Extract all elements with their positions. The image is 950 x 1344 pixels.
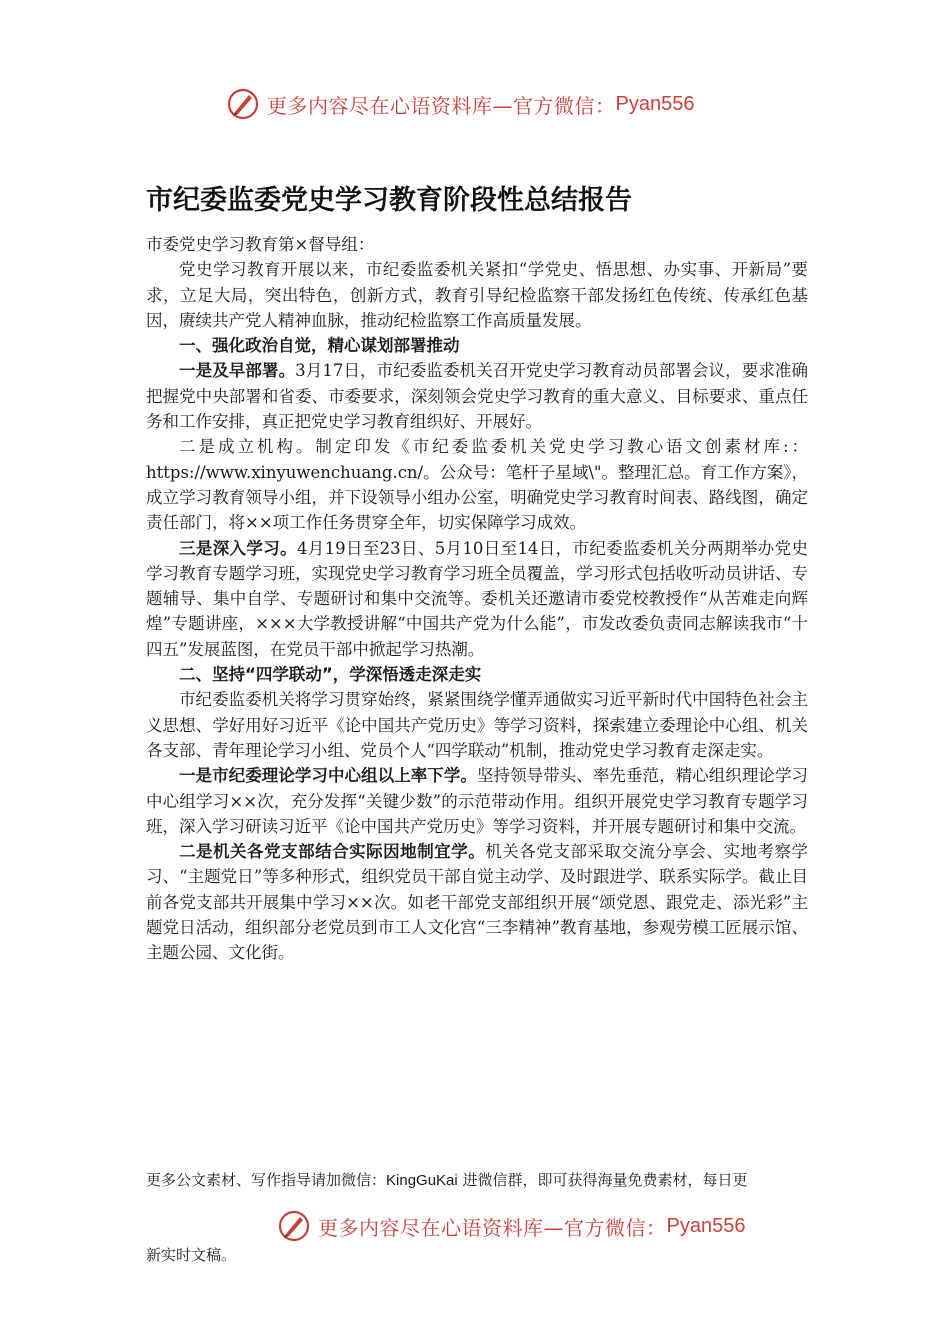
pen-logo-icon: [276, 1208, 312, 1244]
footer-banner: [276, 1206, 745, 1246]
section-2-intro: 市纪委监委机关将学习贯穿始终，紧紧围绕学懂弄通做实习近平新时代中国特色社会主义思想、学好用好习近平《论中国共产党历史》等学习资料，探索建立委理论中心组、机关各支部、青年理论学习小组、党员个人“四学联动”机制，推动党史学习教育走深走实。: [146, 690, 808, 760]
paragraph-lead: 二是机关各党支部结合实际因地制宜学。: [179, 842, 486, 862]
paragraph-body: 机关各党支部采取交流分享会、实地考察学习、“主题党日”等多种形式，组织党员干部自觉主动学、及时跟进学、联系实际学。截止目前各党支部共开展集中学习××次。如老干部党支部组织开展“颂党恩、跟党走、添光彩”主题党日活动，组织部分老党员到市工人文化宫“三李精神”教育基地，参观劳模工匠展示馆、主题公园、文化街。: [146, 842, 809, 963]
footer-note-end: 新实时文稿。: [146, 1246, 237, 1264]
section-2-heading: 二、坚持“四学联动”，学深悟透走深走实: [179, 665, 482, 685]
footer-note-text-2: 进微信群，即可获得海量免费素材，每日更: [457, 1171, 748, 1189]
paragraph-lead: 一是及早部署。: [179, 361, 296, 381]
section-1-heading: 一、强化政治自觉，精心谋划部署推动: [179, 336, 460, 356]
paragraph-body: 3月17日，市纪委监委机关召开党史学习教育动员部署会议，要求准确把握党中央部署和省委、市委要求，深刻领会党史学习教育的重大意义、目标要求、重点任务和工作安排，真正把党史学习教育组织好、开展好。: [146, 361, 809, 432]
footer-note: [146, 1170, 808, 1191]
document-title: 市纪委监委党史学习教育阶段性总结报告: [146, 185, 632, 216]
banner-contact: Pyan556: [666, 1214, 746, 1237]
banner-text: 更多内容尽在心语资料库—官方微信：: [267, 93, 616, 118]
section-1-paragraph-1: [146, 358, 808, 434]
footer-note-text: 更多公文素材、写作指导请加微信：: [146, 1171, 387, 1189]
banner-text: 更多内容尽在心语资料库—官方微信：: [318, 1215, 667, 1240]
intro-paragraph: 党史学习教育开展以来，市纪委监委机关紧扣“学党史、悟思想、办实事、开新局”要求，立足大局，突出特色，创新方式，教育引导纪检监察干部发扬红色传统、传承红色基因，赓续共产党人精神血脉，推动纪检监察工作高质量发展。: [146, 260, 808, 330]
section-2-paragraph-1: [146, 763, 808, 839]
pen-logo-icon: [225, 86, 261, 122]
section-2-paragraph-2: [146, 839, 808, 965]
paragraph-lead: 一是市纪委理论学习中心组以上率下学。: [179, 766, 477, 786]
banner-contact: Pyan556: [615, 92, 695, 115]
document-body: [146, 232, 808, 966]
footer-wechat-id: KingGuKai: [386, 1172, 458, 1189]
salutation: 市委党史学习教育第×督导组：: [146, 235, 375, 254]
section-1-paragraph-3: [146, 536, 808, 662]
paragraph-body: 坚持领导带头、率先垂范，精心组织理论学习中心组学习××次，充分发挥“关键少数”的示范带动作用。组织开展党史学习教育专题学习班，深入学习研读习近平《论中国共产党历史》等学习资料，并开展专题研讨和集中交流。: [146, 766, 809, 836]
header-banner: [225, 84, 694, 124]
paragraph-lead: 三是深入学习。: [179, 538, 297, 558]
paragraph-body: 4月19日至23日、5月10日至14日，市纪委监委机关分两期举办党史学习教育专题学习班，实现党史学习教育学习班全员覆盖，学习形式包括收听动员讲话、专题辅导、集中自学、专题研讨和集中交流等。委机关还邀请市委党校教授作“从苦难走向辉煌”专题讲座，×××大学教授讲解“中国共产党为什么能”，市发改委负责同志解读我市“十四五”发展蓝图，在党员干部中掀起学习热潮。: [146, 538, 808, 659]
section-1-paragraph-2: 二是成立机构。制定印发《市纪委监委机关党史学习教心语文创素材库:：https://www.xinyuwenchuang.cn/。公众号：笔杆子星域\"。整理汇总。育工作方案》，成立学习教育领导小组，并下设领导小组办公室，明确党史学习教育时间表、路线图，确定责任部门，将××项工作任务贯穿全年，切实保障学习成效。: [146, 437, 808, 533]
